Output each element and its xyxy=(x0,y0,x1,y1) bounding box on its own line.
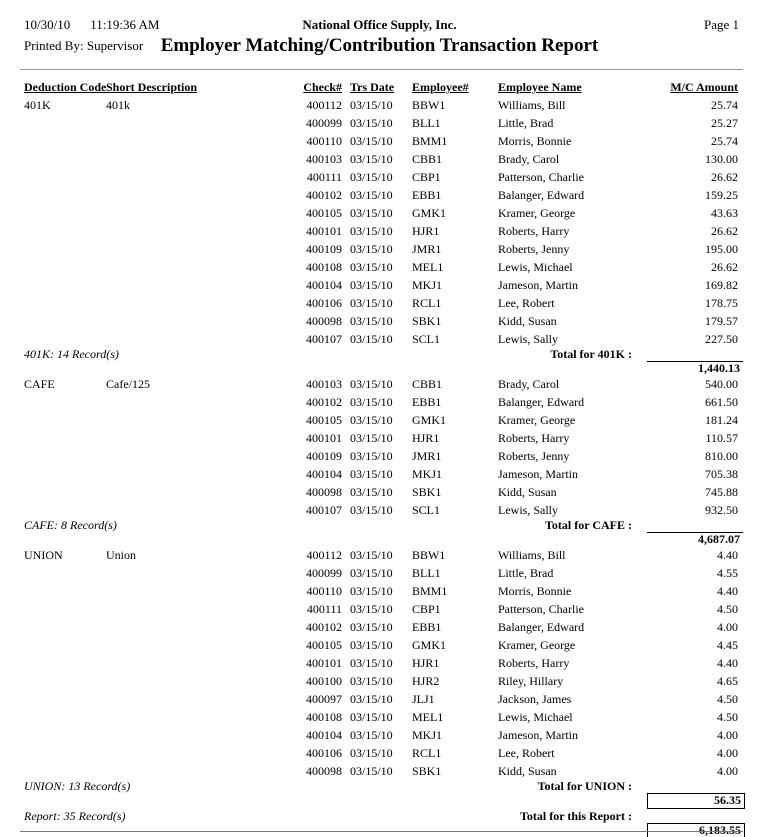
employee-number: BMM1 xyxy=(412,584,448,598)
detail-row xyxy=(0,204,759,222)
mc-amount: 4.00 xyxy=(717,728,738,742)
column-header-deduction-code: Deduction Code xyxy=(24,80,107,94)
employee-number: EBB1 xyxy=(412,395,442,409)
mc-amount: 4.00 xyxy=(717,620,738,634)
trs-date: 03/15/10 xyxy=(350,395,393,409)
mc-amount: 26.62 xyxy=(711,224,738,238)
check-number: 400105 xyxy=(306,413,342,427)
trs-date: 03/15/10 xyxy=(350,728,393,742)
check-number: 400107 xyxy=(306,332,342,346)
trs-date: 03/15/10 xyxy=(350,764,393,778)
group-total-amount: 56.35 xyxy=(647,793,745,809)
trs-date: 03/15/10 xyxy=(350,152,393,166)
group-footer-row xyxy=(0,780,759,793)
employee-number: JMR1 xyxy=(412,242,442,256)
report-title: Employer Matching/Contribution Transaction Report xyxy=(160,35,599,56)
employee-number: BLL1 xyxy=(412,566,441,580)
group-record-count: 401K: 14 Record(s) xyxy=(24,347,119,361)
detail-row xyxy=(0,546,759,564)
column-header-trs-date: Trs Date xyxy=(350,80,395,94)
employee-number: JLJ1 xyxy=(412,692,435,706)
employee-name: Morris, Bonnie xyxy=(498,134,572,148)
column-header-short-description: Short Description xyxy=(106,80,197,94)
mc-amount: 810.00 xyxy=(705,449,738,463)
check-number: 400102 xyxy=(306,188,342,202)
check-number: 400104 xyxy=(306,278,342,292)
short-description: Cafe/125 xyxy=(106,377,150,391)
check-number: 400101 xyxy=(306,656,342,670)
report-record-count-row xyxy=(0,810,759,823)
check-number: 400112 xyxy=(306,548,342,562)
check-number: 400099 xyxy=(306,566,342,580)
group-total-row xyxy=(0,532,759,546)
check-number: 400100 xyxy=(306,674,342,688)
detail-row xyxy=(0,465,759,483)
check-number: 400098 xyxy=(306,764,342,778)
report-time: 11:19:36 AM xyxy=(90,17,160,32)
detail-row xyxy=(0,186,759,204)
mc-amount: 25.74 xyxy=(711,98,738,112)
trs-date: 03/15/10 xyxy=(350,584,393,598)
mc-amount: 178.75 xyxy=(705,296,738,310)
employee-name: Lewis, Michael xyxy=(498,710,573,724)
check-number: 400099 xyxy=(306,116,342,130)
employee-name: Balanger, Edward xyxy=(498,188,585,202)
company-name: National Office Supply, Inc. xyxy=(302,17,457,32)
employee-number: GMK1 xyxy=(412,638,447,652)
detail-row xyxy=(0,672,759,690)
employee-name: Balanger, Edward xyxy=(498,395,585,409)
trs-date: 03/15/10 xyxy=(350,278,393,292)
mc-amount: 25.27 xyxy=(711,116,738,130)
mc-amount: 4.55 xyxy=(717,566,738,580)
employee-name: Kramer, George xyxy=(498,206,576,220)
employee-name: Kidd, Susan xyxy=(498,314,557,328)
employee-number: BMM1 xyxy=(412,134,448,148)
mc-amount: 4.40 xyxy=(717,584,738,598)
employee-name: Balanger, Edward xyxy=(498,620,585,634)
detail-row xyxy=(0,726,759,744)
check-number: 400109 xyxy=(306,449,342,463)
check-number: 400110 xyxy=(306,584,342,598)
employee-number: JMR1 xyxy=(412,449,442,463)
employee-number: CBB1 xyxy=(412,377,443,391)
detail-row xyxy=(0,330,759,348)
detail-row xyxy=(0,393,759,411)
mc-amount: 26.62 xyxy=(711,260,738,274)
employee-number: MEL1 xyxy=(412,260,444,274)
employee-number: CBB1 xyxy=(412,152,443,166)
detail-row xyxy=(0,411,759,429)
employee-number: EBB1 xyxy=(412,188,442,202)
employee-name: Williams, Bill xyxy=(498,548,566,562)
employee-number: MKJ1 xyxy=(412,467,443,481)
mc-amount: 130.00 xyxy=(705,152,738,166)
mc-amount: 4.50 xyxy=(717,692,738,706)
employee-number: RCL1 xyxy=(412,746,442,760)
trs-date: 03/15/10 xyxy=(350,296,393,310)
group-record-count: UNION: 13 Record(s) xyxy=(24,779,131,793)
employee-name: Jackson, James xyxy=(498,692,572,706)
check-number: 400109 xyxy=(306,242,342,256)
employee-number: BBW1 xyxy=(412,548,446,562)
employee-number: CBP1 xyxy=(412,170,441,184)
employee-name: Brady, Carol xyxy=(498,152,560,166)
mc-amount: 4.00 xyxy=(717,746,738,760)
report-date: 10/30/10 xyxy=(24,17,71,32)
trs-date: 03/15/10 xyxy=(350,116,393,130)
employee-name: Lee, Robert xyxy=(498,746,555,760)
trs-date: 03/15/10 xyxy=(350,260,393,274)
trs-date: 03/15/10 xyxy=(350,566,393,580)
employee-name: Kidd, Susan xyxy=(498,764,557,778)
page-number: Page 1 xyxy=(703,17,739,32)
check-number: 400111 xyxy=(306,170,342,184)
employee-name: Roberts, Jenny xyxy=(498,242,570,256)
employee-number: SBK1 xyxy=(412,485,442,499)
deduction-groups xyxy=(0,96,759,807)
deduction-code: CAFE xyxy=(24,377,55,391)
employee-name: Riley, Hillary xyxy=(498,674,564,688)
employee-name: Lewis, Sally xyxy=(498,332,558,346)
employee-number: HJR1 xyxy=(412,431,440,445)
mc-amount: 110.57 xyxy=(705,431,738,445)
employee-name: Kramer, George xyxy=(498,638,576,652)
trs-date: 03/15/10 xyxy=(350,206,393,220)
detail-row xyxy=(0,447,759,465)
trs-date: 03/15/10 xyxy=(350,710,393,724)
column-header-mc-amount: M/C Amount xyxy=(670,80,738,94)
check-number: 400112 xyxy=(306,98,342,112)
trs-date: 03/15/10 xyxy=(350,548,393,562)
employee-name: Roberts, Harry xyxy=(498,431,570,445)
detail-row xyxy=(0,654,759,672)
trs-date: 03/15/10 xyxy=(350,485,393,499)
trs-date: 03/15/10 xyxy=(350,332,393,346)
employee-number: SCL1 xyxy=(412,503,441,517)
detail-row xyxy=(0,240,759,258)
trs-date: 03/15/10 xyxy=(350,170,393,184)
report-total-amount: 6,183.55 xyxy=(647,823,745,837)
short-description: Union xyxy=(106,548,136,562)
check-number: 400102 xyxy=(306,620,342,634)
report-total-label: Total for this Report : xyxy=(520,809,632,823)
detail-row xyxy=(0,744,759,762)
trs-date: 03/15/10 xyxy=(350,98,393,112)
header-divider xyxy=(20,69,743,70)
mc-amount: 4.45 xyxy=(717,638,738,652)
employee-number: HJR1 xyxy=(412,656,440,670)
detail-row xyxy=(0,618,759,636)
detail-row xyxy=(0,114,759,132)
check-number: 400106 xyxy=(306,296,342,310)
trs-date: 03/15/10 xyxy=(350,449,393,463)
employee-number: GMK1 xyxy=(412,413,447,427)
detail-row xyxy=(0,312,759,330)
employee-name: Patterson, Charlie xyxy=(498,602,584,616)
trs-date: 03/15/10 xyxy=(350,620,393,634)
check-number: 400108 xyxy=(306,260,342,274)
detail-row xyxy=(0,276,759,294)
employee-number: GMK1 xyxy=(412,206,447,220)
trs-date: 03/15/10 xyxy=(350,224,393,238)
check-number: 400107 xyxy=(306,503,342,517)
trs-date: 03/15/10 xyxy=(350,656,393,670)
detail-row xyxy=(0,150,759,168)
employee-number: SBK1 xyxy=(412,764,442,778)
check-number: 400097 xyxy=(306,692,342,706)
deduction-code: UNION xyxy=(24,548,63,562)
employee-name: Jameson, Martin xyxy=(498,467,578,481)
detail-row xyxy=(0,168,759,186)
trs-date: 03/15/10 xyxy=(350,377,393,391)
group-total-label: Total for CAFE : xyxy=(545,518,632,532)
mc-amount: 159.25 xyxy=(705,188,738,202)
mc-amount: 661.50 xyxy=(705,395,738,409)
printed-by: Printed By: Supervisor xyxy=(24,38,144,53)
employee-number: CBP1 xyxy=(412,602,441,616)
check-number: 400104 xyxy=(306,728,342,742)
check-number: 400111 xyxy=(306,602,342,616)
detail-row xyxy=(0,96,759,114)
trs-date: 03/15/10 xyxy=(350,431,393,445)
employee-number: RCL1 xyxy=(412,296,442,310)
check-number: 400098 xyxy=(306,485,342,499)
check-number: 400103 xyxy=(306,152,342,166)
trs-date: 03/15/10 xyxy=(350,413,393,427)
trs-date: 03/15/10 xyxy=(350,674,393,688)
detail-row xyxy=(0,294,759,312)
report-body xyxy=(0,96,759,837)
detail-row xyxy=(0,132,759,150)
employee-number: BBW1 xyxy=(412,98,446,112)
mc-amount: 4.50 xyxy=(717,710,738,724)
employee-number: HJR1 xyxy=(412,224,440,238)
employee-number: MKJ1 xyxy=(412,278,443,292)
mc-amount: 540.00 xyxy=(705,377,738,391)
employee-name: Roberts, Harry xyxy=(498,224,570,238)
mc-amount: 43.63 xyxy=(711,206,738,220)
mc-amount: 4.40 xyxy=(717,548,738,562)
employee-name: Little, Brad xyxy=(498,116,554,130)
detail-row xyxy=(0,582,759,600)
mc-amount: 179.57 xyxy=(705,314,738,328)
employee-number: SCL1 xyxy=(412,332,441,346)
mc-amount: 181.24 xyxy=(705,413,738,427)
mc-amount: 4.40 xyxy=(717,656,738,670)
mc-amount: 26.62 xyxy=(711,170,738,184)
employee-name: Lewis, Michael xyxy=(498,260,573,274)
employee-number: MKJ1 xyxy=(412,728,443,742)
detail-row xyxy=(0,708,759,726)
check-number: 400105 xyxy=(306,638,342,652)
mc-amount: 25.74 xyxy=(711,134,738,148)
detail-row xyxy=(0,375,759,393)
detail-row xyxy=(0,636,759,654)
check-number: 400101 xyxy=(306,431,342,445)
report-record-count: Report: 35 Record(s) xyxy=(24,809,126,823)
mc-amount: 4.65 xyxy=(717,674,738,688)
mc-amount: 932.50 xyxy=(705,503,738,517)
employee-name: Brady, Carol xyxy=(498,377,560,391)
trs-date: 03/15/10 xyxy=(350,692,393,706)
group-record-count: CAFE: 8 Record(s) xyxy=(24,518,117,532)
employee-name: Kidd, Susan xyxy=(498,485,557,499)
report-total-row xyxy=(0,823,759,837)
detail-row xyxy=(0,762,759,780)
group-total-amount: 4,687.07 xyxy=(647,532,743,546)
trs-date: 03/15/10 xyxy=(350,467,393,481)
group-total-label: Total for 401K : xyxy=(550,347,632,361)
employee-name: Patterson, Charlie xyxy=(498,170,584,184)
mc-amount: 4.00 xyxy=(717,764,738,778)
employee-name: Lewis, Sally xyxy=(498,503,558,517)
column-header-check-number: Check# xyxy=(303,80,342,94)
group-total-amount: 1,440.13 xyxy=(647,361,743,375)
detail-row xyxy=(0,600,759,618)
detail-row xyxy=(0,501,759,519)
employee-number: SBK1 xyxy=(412,314,442,328)
employee-name: Lee, Robert xyxy=(498,296,555,310)
employee-name: Jameson, Martin xyxy=(498,278,578,292)
trs-date: 03/15/10 xyxy=(350,602,393,616)
check-number: 400102 xyxy=(306,395,342,409)
employee-name: Williams, Bill xyxy=(498,98,566,112)
detail-row xyxy=(0,690,759,708)
detail-row xyxy=(0,429,759,447)
employee-number: BLL1 xyxy=(412,116,441,130)
check-number: 400103 xyxy=(306,377,342,391)
mc-amount: 4.50 xyxy=(717,602,738,616)
check-number: 400110 xyxy=(306,134,342,148)
check-number: 400105 xyxy=(306,206,342,220)
trs-date: 03/15/10 xyxy=(350,638,393,652)
trs-date: 03/15/10 xyxy=(350,242,393,256)
employee-name: Roberts, Jenny xyxy=(498,449,570,463)
mc-amount: 745.88 xyxy=(705,485,738,499)
trs-date: 03/15/10 xyxy=(350,314,393,328)
check-number: 400098 xyxy=(306,314,342,328)
column-header-row xyxy=(0,80,759,96)
trs-date: 03/15/10 xyxy=(350,134,393,148)
group-total-row xyxy=(0,361,759,375)
employee-name: Jameson, Martin xyxy=(498,728,578,742)
employee-number: EBB1 xyxy=(412,620,442,634)
trs-date: 03/15/10 xyxy=(350,503,393,517)
employee-number: HJR2 xyxy=(412,674,440,688)
group-footer-row xyxy=(0,348,759,361)
detail-row xyxy=(0,564,759,582)
employee-name: Morris, Bonnie xyxy=(498,584,572,598)
short-description: 401k xyxy=(106,98,130,112)
trs-date: 03/15/10 xyxy=(350,188,393,202)
employee-name: Little, Brad xyxy=(498,566,554,580)
detail-row xyxy=(0,483,759,501)
page-bottom-divider xyxy=(20,831,743,832)
check-number: 400106 xyxy=(306,746,342,760)
group-total-row xyxy=(0,793,759,807)
deduction-code: 401K xyxy=(24,98,51,112)
column-header-employee-name: Employee Name xyxy=(498,80,582,94)
check-number: 400108 xyxy=(306,710,342,724)
mc-amount: 169.82 xyxy=(705,278,738,292)
mc-amount: 195.00 xyxy=(705,242,738,256)
column-header-employee-number: Employee# xyxy=(412,80,469,94)
employee-name: Roberts, Harry xyxy=(498,656,570,670)
employee-number: MEL1 xyxy=(412,710,444,724)
group-total-label: Total for UNION : xyxy=(537,779,632,793)
detail-row xyxy=(0,258,759,276)
report-total-block xyxy=(0,810,759,837)
employee-name: Kramer, George xyxy=(498,413,576,427)
check-number: 400101 xyxy=(306,224,342,238)
detail-row xyxy=(0,222,759,240)
mc-amount: 227.50 xyxy=(705,332,738,346)
trs-date: 03/15/10 xyxy=(350,746,393,760)
check-number: 400104 xyxy=(306,467,342,481)
group-footer-row xyxy=(0,519,759,532)
mc-amount: 705.38 xyxy=(705,467,738,481)
